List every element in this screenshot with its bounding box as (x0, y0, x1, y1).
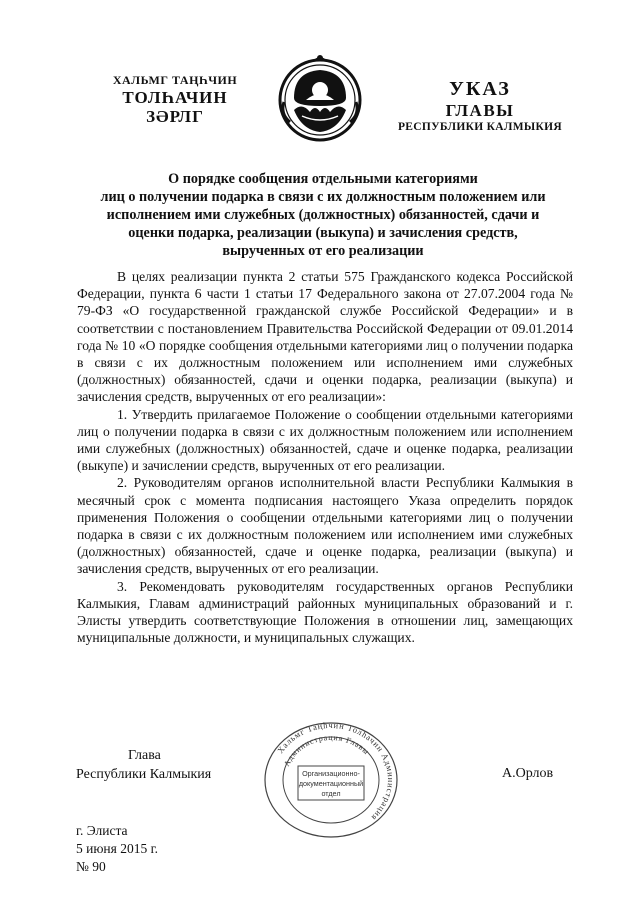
official-stamp-seal (256, 720, 406, 840)
footer-number: № 90 (76, 859, 106, 874)
signature-position-line-2: Республики Калмыкия (76, 767, 212, 782)
signature-position (76, 746, 211, 784)
title-line: вырученных от его реализации (222, 243, 424, 259)
header-kalmyk (90, 74, 260, 127)
clause-2-paragraph: 2. Руководителям органов исполнительной власти Республики Калмыкия в месячный срок с момента подписания настоящего Указа определить порядок применения Положения о сообщении отдельными категориями лиц о получении подарка в связи с их должностным положением или исполнением ими служебных (должностных) обязанностей, сдаче и оценке подарка, реализации (выкупа) и зачисления средств, вырученных от его реализации. (77, 475, 573, 577)
stamp-center-line-2: документационный (298, 779, 364, 788)
signature-position-line-1: Глава (128, 748, 161, 763)
header-kalmyk-line-3: ЗӘРЛГ (146, 107, 204, 127)
clause-1-paragraph: 1. Утвердить прилагаемое Положение о сообщении отдельными категориями лиц о получении подарка в связи с их должностным положением или исполнением ими служебных (должностных) обязанностей, сдаче и оценке подарка, реализации (выкупе) и зачислении средств, вырученных от его реализации. (77, 406, 573, 474)
header-decree-title: УКАЗ (449, 78, 511, 100)
title-line: О порядке сообщения отдельными категориями (168, 171, 478, 187)
title-line: исполнением ими служебных (должностных) обязанностей, сдачи и (106, 207, 540, 223)
document-title (78, 170, 568, 260)
title-line: лиц о получении подарка в связи с их должностным положением или (100, 189, 546, 205)
preamble-paragraph: В целях реализации пункта 2 статьи 575 Гражданского кодекса Российской Федерации, пункта 6 части 1 статьи 17 Федерального закона от 27.07.2004 года № 79-ФЗ «О государственной гражданской службе Российской Федерации» и в соответствии с постановлением Правительства Российской Федерации от 09.01.2014 года № 10 «О порядке сообщения отдельными категориями лиц о получении подарка в связи с их должностным положением или исполнением ими служебных (должностных) обязанностей, сдачи и оценки подарка, реализации (выкупа) и зачисления средств, вырученных от его реализации»: (77, 269, 573, 405)
header-decree-head: ГЛАВЫ (445, 101, 515, 120)
footer-date: 5 июня 2015 г. (76, 841, 159, 856)
stamp-center-line-3: отдел (321, 789, 341, 798)
clause-3-paragraph: 3. Рекомендовать руководителям государственных органов Республики Калмыкия, Главам администраций районных муниципальных образований и г. Элисты утвердить соответствующие Положения в отношении лиц, замещающих муниципальные должности, и муниципальных служащих. (77, 578, 573, 646)
header-russian (395, 78, 565, 134)
header-kalmyk-line-1: ХАЛЬМГ ТАҢҺЧИН (112, 73, 238, 87)
title-line: оценки подарка, реализации (выкупа) и зачисления средств, (128, 225, 518, 241)
stamp-center-line-1: Организационно- (302, 769, 360, 778)
coat-of-arms-emblem (272, 50, 368, 146)
footer-city: г. Элиста (76, 823, 128, 838)
document-body (77, 268, 573, 646)
header-kalmyk-line-2: ТОЛҺАЧИН (122, 87, 228, 107)
stamp-outer-text: Хальмг Таңһчин Толһачин Администрация (275, 720, 397, 824)
signatory-name: А.Орлов (502, 766, 554, 781)
stamp-inner-text: Администрация Главы (282, 732, 372, 768)
header-decree-republic: РЕСПУБЛИКИ КАЛМЫКИЯ (397, 120, 563, 133)
document-footer (76, 822, 158, 876)
